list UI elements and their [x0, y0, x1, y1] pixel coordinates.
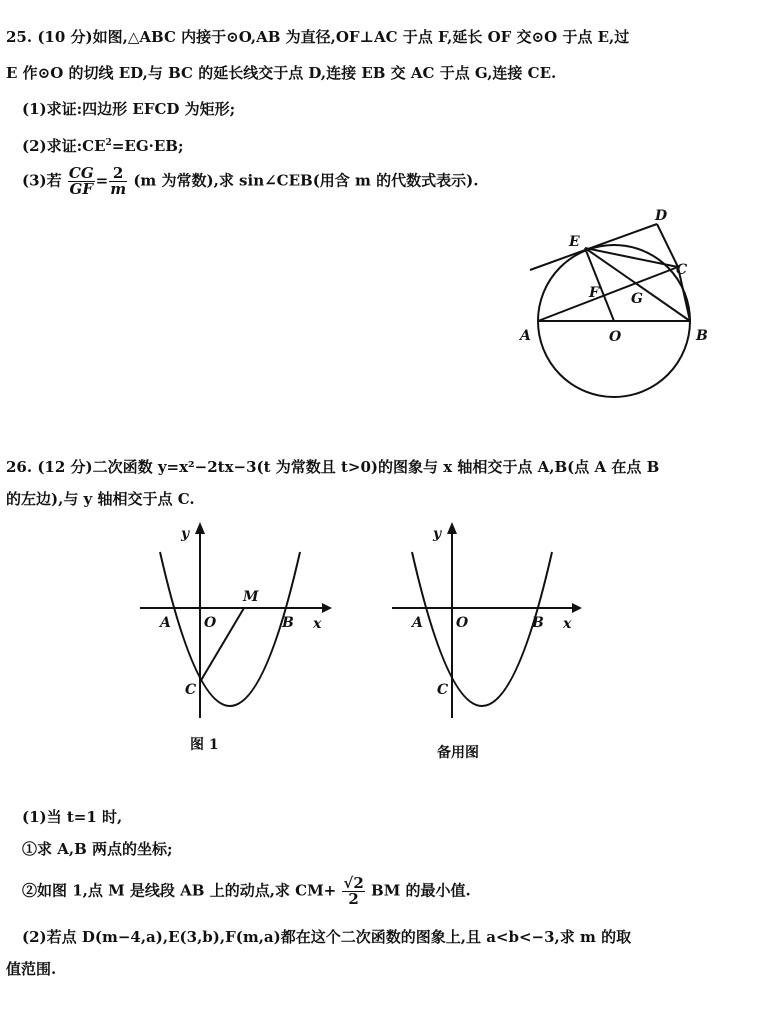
q25-part3-post: (m 为常数),求 sin∠CEB(用含 m 的代数式表示).	[133, 171, 479, 190]
q26-part1b	[22, 876, 471, 907]
q25-frac2-den: m	[110, 180, 127, 198]
label-a: A	[520, 328, 531, 344]
q25-part2-post: =EG·EB;	[111, 137, 184, 155]
fig2-label-y: y	[433, 526, 442, 542]
q25-part3-pre: (3)若	[22, 171, 62, 190]
q25-line1: 25. (10 分)如图,△ABC 内接于⊙O,AB 为直径,OF⊥AC 于点 F,延长 OF 交⊙O 于点 E,过	[6, 28, 630, 46]
q26-part1a: ①求 A,B 两点的坐标;	[22, 840, 173, 858]
fig1-label-x: x	[313, 616, 322, 632]
q25-eq: =	[95, 171, 109, 190]
q26-frac-den: 2	[348, 890, 359, 908]
label-e: E	[569, 234, 580, 250]
q26-part2-line1: (2)若点 D(m−4,a),E(3,b),F(m,a)都在这个二次函数的图象上,且 a<b<−3,求 m 的取	[22, 928, 632, 946]
q25-frac1-num: CG	[68, 164, 94, 182]
fig2-label-c: C	[437, 682, 449, 698]
q25-part1: (1)求证:四边形 EFCD 为矩形;	[22, 100, 236, 118]
q25-part2-pre: (2)求证:CE	[22, 137, 106, 155]
fig1-caption: 图 1	[190, 737, 219, 753]
fig2-label-a: A	[412, 615, 423, 631]
q25-frac1-den: GF	[69, 180, 93, 198]
label-g: G	[631, 291, 643, 307]
q26-line1: 26. (12 分)二次函数 y=x²−2tx−3(t 为常数且 t>0)的图象与 x 轴相交于点 A,B(点 A 在点 B	[6, 458, 660, 476]
q26-part1b-post: BM 的最小值.	[371, 881, 471, 900]
fig1-label-b: B	[282, 615, 294, 631]
q26-line2: 的左边),与 y 轴相交于点 C.	[6, 490, 195, 508]
y-axis-arrow-icon	[195, 522, 205, 534]
q25-line2: E 作⊙O 的切线 ED,与 BC 的延长线交于点 D,连接 EB 交 AC 于点 G,连接 CE.	[6, 64, 557, 82]
q26-part2-line2: 值范围.	[6, 960, 57, 978]
q26-part1: (1)当 t=1 时,	[22, 808, 123, 826]
parabola-1	[160, 552, 300, 706]
y-axis-arrow-2-icon	[447, 522, 457, 534]
x-axis-arrow-icon	[322, 603, 332, 613]
fig2-caption: 备用图	[437, 745, 479, 761]
q25-frac2-num: 2	[109, 166, 127, 182]
label-c: C	[676, 262, 688, 278]
q26-fraction-root2-over-2	[342, 876, 364, 907]
fig1-label-c: C	[185, 682, 197, 698]
q26-frac-num: √2	[343, 874, 364, 892]
fig2-label-o: O	[456, 615, 469, 631]
x-axis-arrow-2-icon	[572, 603, 582, 613]
fig2-label-x: x	[563, 616, 572, 632]
fig2-label-b: B	[532, 615, 544, 631]
fig1-label-y: y	[181, 526, 190, 542]
label-b: B	[696, 328, 708, 344]
label-o: O	[609, 329, 622, 345]
fig1-label-o: O	[204, 615, 217, 631]
fig1-label-a: A	[160, 615, 171, 631]
label-d: D	[655, 208, 668, 224]
label-f: F	[589, 285, 599, 301]
parabola-2	[412, 552, 552, 706]
q25-part2-sup: 2	[105, 138, 112, 148]
q26-part1b-pre: ②如图 1,点 M 是线段 AB 上的动点,求 CM+	[22, 881, 337, 900]
fig1-label-m: M	[243, 589, 259, 605]
